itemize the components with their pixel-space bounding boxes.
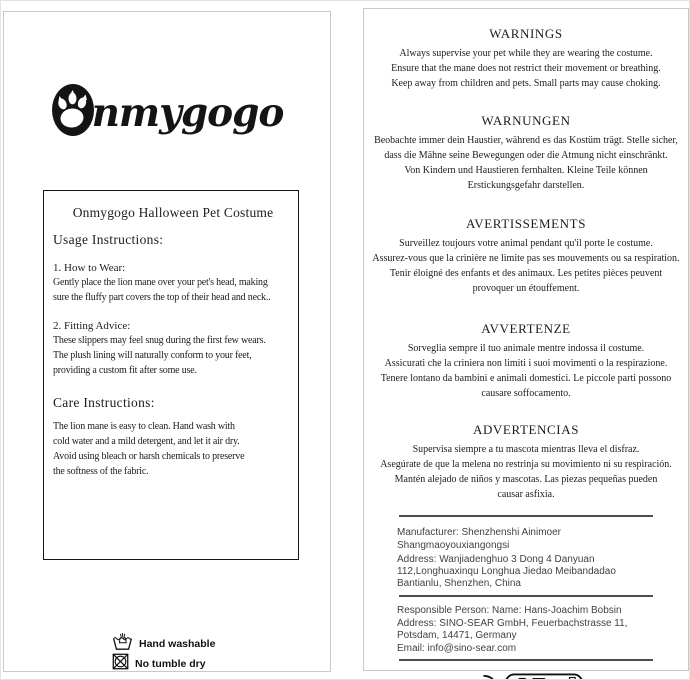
warnings-section-fr	[364, 216, 688, 296]
warnings-heading-fr: AVERTISSEMENTS	[465, 216, 587, 231]
warning-line: Beobachte immer dein Haustier, während es das Kostüm trägt. Stelle sicher,	[374, 135, 678, 146]
responsible-person-block	[397, 604, 655, 655]
product-title: Onmygogo Halloween Pet Costume	[72, 205, 274, 220]
care-line: Avoid using bleach or harsh chemicals to preserve	[53, 451, 245, 462]
warning-line: Tenir éloigné des enfants et des animaux. Les petites pièces peuvent	[389, 268, 663, 279]
warning-line: Tenere lontano da bambini e animali domestici. Le piccole parti possono	[380, 373, 672, 384]
manufacturer-address: Address: Wanjiadenghuo 3 Dong 4 Danyuan 112,Longhuaxinqu Longhua Jiedao Meibandadao Bantianlu, Shenzhen, China	[397, 554, 616, 589]
divider	[399, 515, 653, 517]
divider	[399, 659, 653, 661]
care-line: the softness of the fabric.	[53, 466, 149, 477]
warnings-section-de	[364, 113, 688, 193]
warning-line: Keep away from children and pets. Small parts may cause choking.	[391, 78, 661, 89]
warnings-heading-en: WARNINGS	[489, 26, 563, 41]
warning-line: Asegúrate de que la melena no restrinja su movimiento ni su respiración.	[380, 459, 672, 470]
how-to-wear-section	[53, 261, 293, 305]
warnings-heading-es: ADVERTENCIAS	[472, 422, 580, 437]
no-tumble-dry-icon	[112, 653, 129, 675]
fitting-advice-line: These slippers may feel snug during the first few wears.	[53, 335, 266, 346]
warning-line: Sorveglia sempre il tuo animale mentre indossa il costume.	[407, 343, 645, 354]
warnings-section-it	[364, 321, 688, 401]
manufacturer-name: Manufacturer: Shenzhenshi Ainimoer Shangmaoyouxiangongsi	[397, 527, 561, 551]
warnings-heading-de: WARNUNGEN	[481, 113, 571, 128]
paw-icon	[51, 83, 95, 142]
divider	[399, 595, 653, 597]
responsible-person-name: Responsible Person: Name: Hans-Joachim Bobsin	[397, 605, 622, 616]
warning-line: Assurez-vous que la crinière ne limite pas ses mouvements ou sa respiration.	[372, 253, 680, 264]
triman-recycling-icon	[467, 674, 500, 680]
care-symbol-row	[112, 654, 215, 674]
warning-line: Supervisa siempre a tu mascota mientras lleva el disfraz.	[412, 444, 640, 455]
care-symbol-row	[112, 634, 215, 654]
brand-logo	[4, 83, 330, 142]
care-line: cold water and a mild detergent, and let it air dry.	[53, 436, 240, 447]
fitting-advice-line: providing a custom fit after some use.	[53, 365, 197, 376]
warnings-section-es	[364, 422, 688, 502]
warning-line: causare soffocamento.	[481, 388, 571, 399]
warning-line: Mantén alejado de niños y mascotas. Las piezas pequeñas pueden	[394, 474, 658, 485]
how-to-wear-heading: 1. How to Wear:	[53, 262, 126, 274]
usage-instructions-heading: Usage Instructions:	[53, 232, 164, 247]
care-symbols	[112, 634, 215, 674]
care-instructions-heading: Care Instructions:	[53, 395, 155, 410]
instruction-box	[43, 190, 299, 560]
warnings-heading-it: AVVERTENZE	[481, 321, 571, 336]
warning-line: Ensure that the mane does not restrict their movement or breathing.	[391, 63, 661, 74]
brand-logo-text: nmygogo	[91, 89, 284, 136]
fitting-advice-section	[53, 319, 293, 378]
fitting-advice-line: The plush lining will naturally conform to your feet,	[53, 350, 252, 361]
warning-line: causar asfixia.	[497, 489, 555, 500]
warning-line: Assicurati che la criniera non limiti i suoi movimenti o la respirazione.	[384, 358, 668, 369]
care-symbol-label: No tumble dry	[135, 658, 206, 670]
manufacturer-block	[397, 526, 655, 590]
care-instructions-section	[53, 419, 293, 479]
warning-line: provoquer un étouffement.	[472, 283, 580, 294]
warning-line: Always supervise your pet while they are wearing the costume.	[399, 48, 653, 59]
how-to-wear-line: sure the fluffy part covers the top of their head and neck..	[53, 292, 271, 303]
care-symbol-label: Hand washable	[139, 638, 216, 650]
how-to-wear-line: Gently place the lion mane over your pet's head, making	[53, 277, 268, 288]
warnings-section-en	[364, 26, 688, 91]
fitting-advice-heading: 2. Fitting Advice:	[53, 320, 131, 332]
responsible-person-email: Email: info@sino-sear.com	[397, 643, 517, 654]
eco-icons-row	[364, 673, 688, 680]
care-line: The lion mane is easy to clean. Hand wash with	[53, 421, 235, 432]
warning-line: Erstickungsgefahr darstellen.	[467, 180, 585, 191]
right-warnings-panel	[363, 8, 689, 671]
left-label-panel	[3, 11, 331, 672]
warning-line: dass die Mähne seine Bewegungen oder die Atmung nicht einschränkt.	[384, 150, 668, 161]
warning-line: Von Kindern und Haustieren fernhalten. Kleine Teile können	[404, 165, 648, 176]
warning-line: Surveillez toujours votre animal pendant qu'il porte le costume.	[399, 238, 653, 249]
textile-sorting-icon	[503, 673, 585, 680]
responsible-person-address: Address: SINO-SEAR GmbH, Feuerbachstrasse 11, Potsdam, 14471, Germany	[397, 618, 628, 641]
